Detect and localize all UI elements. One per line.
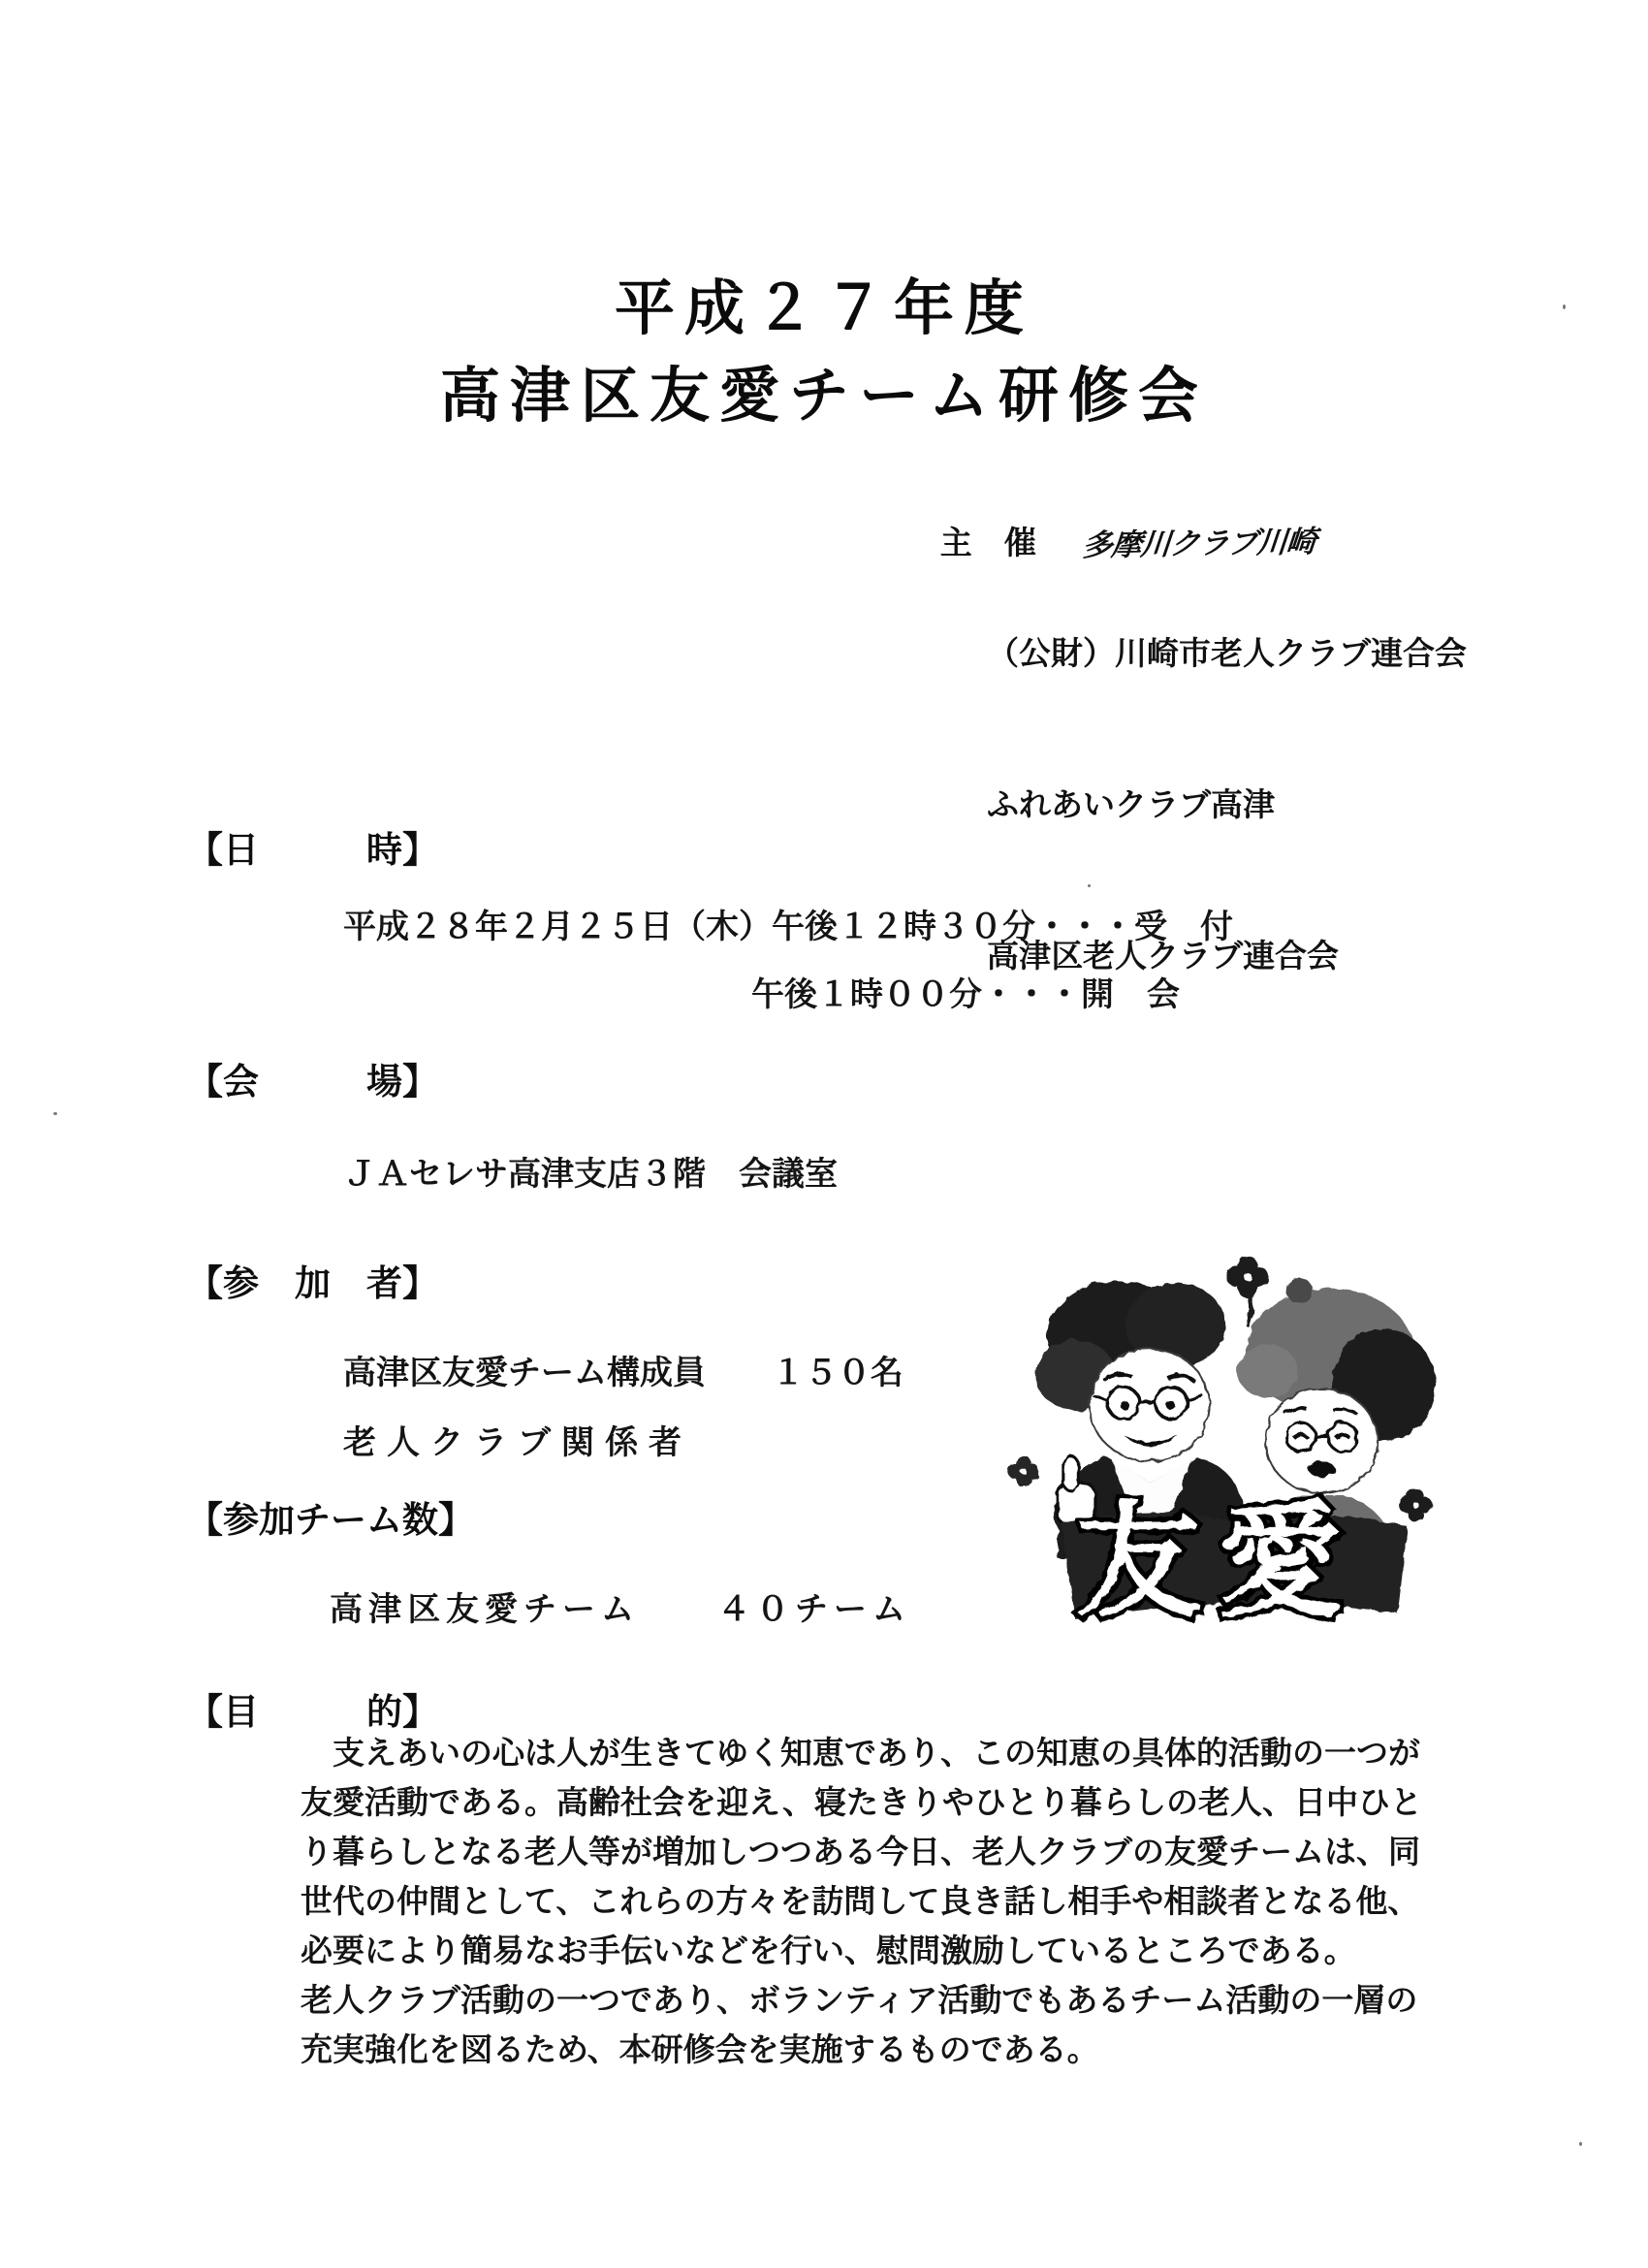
purpose-paragraph bbox=[301, 1728, 1422, 2074]
organizer-name: （公財）川崎市老人クラブ連合会 bbox=[987, 635, 1467, 671]
flower-icon bbox=[1399, 1488, 1433, 1522]
datetime-line-reception: 平成２８年２月２５日（木）午後１２時３０分・・・受 付 bbox=[343, 909, 1233, 945]
purpose-line: 支えあいの心は人が生きてゆく知恵であり、この知恵の具体的活動の一つが bbox=[301, 1735, 1420, 1771]
flower-icon bbox=[1007, 1455, 1039, 1487]
team-count-line: 高津区友愛チーム ４０チーム bbox=[330, 1591, 911, 1628]
purpose-line: 友愛活動である。高齢社会を迎え、寝たきりやひとり暮らしの老人、日中ひと bbox=[301, 1784, 1422, 1820]
scan-speck bbox=[1088, 884, 1091, 887]
organizer-name: 高津区老人クラブ連合会 bbox=[987, 938, 1339, 974]
section-heading-purpose: 【目 的】 bbox=[187, 1692, 438, 1732]
organizer-label: 主 催 bbox=[939, 525, 1036, 560]
venue-line: ＪＡセレサ高津支店３階 会議室 bbox=[343, 1156, 838, 1193]
section-heading-datetime: 【日 時】 bbox=[187, 830, 438, 870]
datetime-line-opening: 午後１時００分・・・開 会 bbox=[751, 976, 1180, 1013]
organizer-name: ふれあいクラブ高津 bbox=[987, 786, 1275, 822]
scan-speck bbox=[1563, 304, 1566, 309]
scan-speck bbox=[1579, 2142, 1582, 2146]
section-heading-venue: 【会 場】 bbox=[187, 1062, 438, 1102]
section-heading-participants: 【参 加 者】 bbox=[187, 1263, 438, 1303]
organizer-name-handwritten: 多摩川クラブ川崎 bbox=[1080, 524, 1317, 563]
purpose-line: 世代の仲間として、これらの方々を訪問して良き話し相手や相談者となる他、 bbox=[301, 1883, 1420, 1919]
scan-speck bbox=[53, 1112, 57, 1115]
purpose-line: 老人クラブ活動の一つであり、ボランティア活動でもあるチーム活動の一層の bbox=[301, 1982, 1418, 2018]
document-title-year: 平成２７年度 bbox=[614, 275, 1033, 342]
participants-line-club-staff: 老人クラブ関係者 bbox=[343, 1424, 692, 1461]
glasses-icon bbox=[1286, 1422, 1315, 1452]
purpose-line: 充実強化を図るため、本研修会を実施するものである。 bbox=[301, 2031, 1099, 2067]
purpose-line: り暮らしとなる老人等が増加しつつある今日、老人クラブの友愛チームは、同 bbox=[301, 1834, 1420, 1869]
illustration-caption: 友愛 bbox=[1076, 1492, 1359, 1633]
participants-line-members: 高津区友愛チーム構成員 １５０名 bbox=[343, 1355, 903, 1391]
section-heading-team-count: 【参加チーム数】 bbox=[187, 1500, 474, 1540]
elderly-couple-illustration bbox=[997, 1253, 1442, 1648]
document-title-main: 高津区友愛チーム研修会 bbox=[439, 363, 1208, 430]
purpose-line: 必要により簡易なお手伝いなどを行い、慰問激励しているところである。 bbox=[301, 1933, 1356, 1968]
